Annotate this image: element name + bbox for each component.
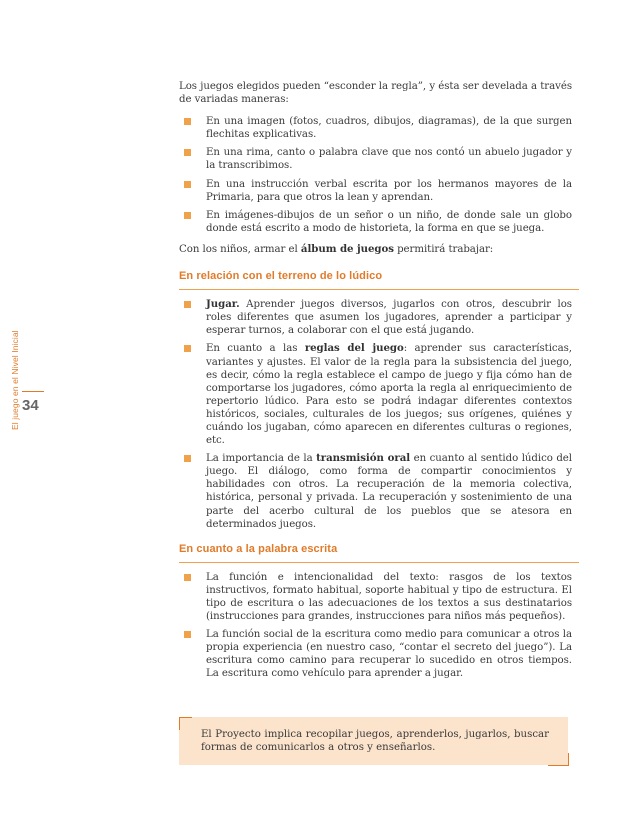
square-bullet-icon — [184, 212, 191, 219]
intro-paragraph: Los juegos elegidos pueden “esconder la regla”, y ésta ser develada a través de variadas maneras: — [179, 81, 572, 106]
square-bullet-icon — [184, 574, 191, 581]
running-title: El juego en el Nivel Inicial — [10, 330, 20, 430]
corner-bracket-bottom-right — [548, 753, 569, 766]
section-divider — [179, 289, 579, 290]
note-text: El Proyecto implica recopilar juegos, aprenderlos, jugarlos, buscar formas de comunicarlos a otros y enseñarlos. — [201, 729, 549, 754]
album-paragraph: Con los niños, armar el álbum de juegos permitirá trabajar: — [179, 242, 494, 255]
note-box — [179, 717, 568, 765]
page-number: 34 — [22, 397, 39, 414]
escrita-list — [179, 571, 572, 681]
list-item: La función e intencionalidad del texto: rasgos de los textos instructivos, formato habitual, soporte habitual y tipo de estructura. El tipo de escritura o las adecuaciones de los textos a sus destinatarios (instrucciones para grandes, instrucciones para niños más pequeños). — [179, 571, 572, 623]
list-item: Jugar. Aprender juegos diversos, jugarlos con otros, descubrir los roles diferentes que asumen los jugadores, aprender a participar y esperar turnos, a colaborar con el que está jugando. — [179, 298, 572, 337]
main-content — [179, 80, 572, 686]
section-heading-ludico: En relación con el terreno de lo lúdico — [179, 270, 383, 283]
ludico-list — [179, 298, 572, 531]
list-item: La importancia de la transmisión oral en cuanto al sentido lúdico del juego. El diálogo, como forma de compartir conocimientos y habilidades con otros. La recuperación de la memoria colectiva, histórica, personal y privada. La recuperación y sostenimiento de una parte del acerbo cultural de los pueblos que se atesora en determinados juegos. — [179, 452, 572, 531]
square-bullet-icon — [184, 455, 191, 462]
list-item: En una imagen (fotos, cuadros, dibujos, diagramas), de la que surgen flechitas explicativas. — [179, 115, 572, 141]
album-emphasis: álbum de juegos — [300, 242, 394, 255]
list-item: En una rima, canto o palabra clave que nos contó un abuelo jugador y la transcribimos. — [179, 146, 572, 172]
square-bullet-icon — [184, 118, 191, 125]
page-number-rule — [22, 391, 44, 392]
list-item: La función social de la escritura como medio para comunicar a otros la propia experiencia (en nuestro caso, “contar el secreto del juego”). La escritura como camino para recuperar lo sucedido en otros tiempos. La escritura como vehículo para aprender a jugar. — [179, 628, 572, 680]
list-item: En imágenes-dibujos de un señor o un niño, de donde sale un globo donde está escrito a modo de historieta, la forma en que se juega. — [179, 209, 572, 235]
section-divider — [179, 562, 579, 563]
square-bullet-icon — [184, 181, 191, 188]
list-item: En una instrucción verbal escrita por los hermanos mayores de la Primaria, para que otros la lean y aprendan. — [179, 178, 572, 204]
intro-list — [179, 115, 572, 235]
list-item: En cuanto a las reglas del juego: aprender sus características, variantes y ajustes. El valor de la regla para la subsistencia del juego, es decir, cómo la regla establece el campo de juego y fija cómo han de comportarse los jugadores, cómo aporta la regla al enriquecimiento de repertorio lúdico. Para esto se podrá indagar diferentes contextos históricos, sociales, culturales de los juegos; sus orígenes, quiénes y cuándo los jugaban, cómo aparecen en diferentes culturas o regiones, etc. — [179, 342, 572, 447]
square-bullet-icon — [184, 149, 191, 156]
square-bullet-icon — [184, 631, 191, 638]
square-bullet-icon — [184, 301, 191, 308]
corner-bracket-top-left — [179, 717, 192, 730]
square-bullet-icon — [184, 345, 191, 352]
section-heading-escrita: En cuanto a la palabra escrita — [179, 542, 338, 555]
